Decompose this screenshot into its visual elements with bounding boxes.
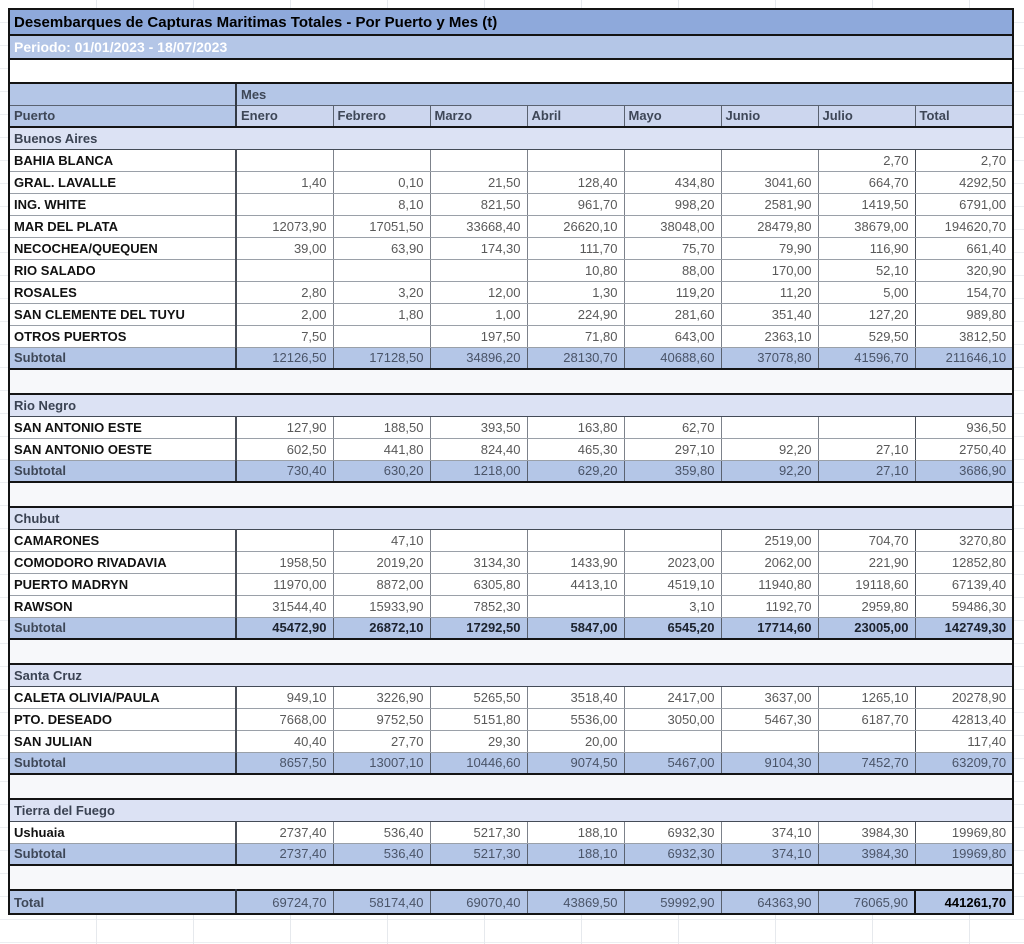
subtotal-value-cell[interactable]: 1218,00 xyxy=(430,460,527,482)
month-header[interactable]: Febrero xyxy=(333,105,430,127)
subtotal-value-cell[interactable]: 211646,10 xyxy=(915,347,1012,369)
month-header[interactable]: Junio xyxy=(721,105,818,127)
grand-total-cell[interactable]: 441261,70 xyxy=(915,890,1012,913)
subtotal-value-cell[interactable]: 9074,50 xyxy=(527,752,624,774)
value-cell[interactable]: 3637,00 xyxy=(721,686,818,708)
gap-row xyxy=(10,639,1012,664)
value-cell[interactable]: 11,20 xyxy=(721,281,818,303)
value-cell[interactable]: 79,90 xyxy=(721,237,818,259)
gap-row xyxy=(10,774,1012,799)
value-cell[interactable]: 602,50 xyxy=(236,438,333,460)
value-cell[interactable]: 297,10 xyxy=(624,438,721,460)
value-cell[interactable]: 29,30 xyxy=(430,730,527,752)
spacer-row[interactable] xyxy=(10,59,1012,83)
value-cell[interactable]: 15933,90 xyxy=(333,595,430,617)
gap-row xyxy=(10,865,1012,890)
month-header[interactable]: Abril xyxy=(527,105,624,127)
value-cell[interactable]: 1,40 xyxy=(236,171,333,193)
month-header[interactable]: Julio xyxy=(818,105,915,127)
value-cell[interactable]: 643,00 xyxy=(624,325,721,347)
gap-cell[interactable] xyxy=(10,369,1012,394)
subtotal-value-cell[interactable]: 17714,60 xyxy=(721,617,818,639)
port-name-cell[interactable]: RAWSON xyxy=(10,595,236,617)
table-row xyxy=(10,573,1012,595)
table-row xyxy=(10,215,1012,237)
value-cell[interactable]: 127,90 xyxy=(236,416,333,438)
value-cell[interactable]: 5467,30 xyxy=(721,708,818,730)
section-row xyxy=(10,394,1012,416)
value-cell[interactable]: 127,20 xyxy=(818,303,915,325)
month-header[interactable]: Enero xyxy=(236,105,333,127)
value-cell[interactable]: 47,10 xyxy=(333,529,430,551)
value-cell[interactable]: 3134,30 xyxy=(430,551,527,573)
table-row xyxy=(10,730,1012,752)
value-cell[interactable] xyxy=(236,259,333,281)
value-cell[interactable]: 1,80 xyxy=(333,303,430,325)
total-value-cell[interactable]: 43869,50 xyxy=(527,890,624,913)
subtotal-value-cell[interactable]: 92,20 xyxy=(721,460,818,482)
value-cell[interactable]: 1419,50 xyxy=(818,193,915,215)
report-table xyxy=(10,10,1012,913)
value-cell[interactable]: 7668,00 xyxy=(236,708,333,730)
table-row xyxy=(10,259,1012,281)
value-cell[interactable]: 188,10 xyxy=(527,821,624,843)
subtotal-row xyxy=(10,752,1012,774)
value-cell[interactable]: 8872,00 xyxy=(333,573,430,595)
value-cell[interactable]: 10,80 xyxy=(527,259,624,281)
month-header[interactable]: Mayo xyxy=(624,105,721,127)
value-cell[interactable]: 1,00 xyxy=(430,303,527,325)
subtotal-value-cell[interactable]: 3686,90 xyxy=(915,460,1012,482)
value-cell[interactable]: 664,70 xyxy=(818,171,915,193)
value-cell[interactable]: 3,20 xyxy=(333,281,430,303)
port-name-cell[interactable]: SAN JULIAN xyxy=(10,730,236,752)
value-cell[interactable]: 5217,30 xyxy=(430,821,527,843)
report-title[interactable]: Desembarques de Capturas Maritimas Totales - Por Puerto y Mes (t) xyxy=(10,10,1012,35)
value-cell[interactable] xyxy=(527,595,624,617)
value-cell[interactable]: 20278,90 xyxy=(915,686,1012,708)
subtotal-value-cell[interactable]: 19969,80 xyxy=(915,843,1012,865)
subtotal-value-cell[interactable]: 7452,70 xyxy=(818,752,915,774)
subtotal-label-cell[interactable]: Subtotal xyxy=(10,347,236,369)
table-row xyxy=(10,303,1012,325)
subtotal-value-cell[interactable]: 730,40 xyxy=(236,460,333,482)
section-header[interactable]: Tierra del Fuego xyxy=(10,799,1012,821)
value-cell[interactable]: 17051,50 xyxy=(333,215,430,237)
grand-total-row xyxy=(10,890,1012,913)
report-period[interactable]: Periodo: 01/01/2023 - 18/07/2023 xyxy=(10,35,1012,59)
value-cell[interactable]: 2,00 xyxy=(236,303,333,325)
subtotal-row xyxy=(10,843,1012,865)
value-cell[interactable]: 2363,10 xyxy=(721,325,818,347)
value-cell[interactable]: 2737,40 xyxy=(236,821,333,843)
subtotal-value-cell[interactable]: 9104,30 xyxy=(721,752,818,774)
value-cell[interactable]: 2750,40 xyxy=(915,438,1012,460)
total-column-header[interactable]: Total xyxy=(915,105,1012,127)
value-cell[interactable]: 111,70 xyxy=(527,237,624,259)
value-cell[interactable] xyxy=(624,149,721,171)
value-cell[interactable] xyxy=(721,416,818,438)
value-cell[interactable]: 3984,30 xyxy=(818,821,915,843)
subtotal-value-cell[interactable]: 374,10 xyxy=(721,843,818,865)
value-cell[interactable]: 174,30 xyxy=(430,237,527,259)
subtotal-value-cell[interactable]: 17292,50 xyxy=(430,617,527,639)
value-cell[interactable]: 374,10 xyxy=(721,821,818,843)
value-cell[interactable]: 2062,00 xyxy=(721,551,818,573)
value-cell[interactable]: 3050,00 xyxy=(624,708,721,730)
value-cell[interactable] xyxy=(818,416,915,438)
value-cell[interactable]: 3041,60 xyxy=(721,171,818,193)
table-row xyxy=(10,171,1012,193)
subtotal-value-cell[interactable]: 2737,40 xyxy=(236,843,333,865)
month-header[interactable]: Marzo xyxy=(430,105,527,127)
port-name-cell[interactable]: PUERTO MADRYN xyxy=(10,573,236,595)
port-name-cell[interactable]: CAMARONES xyxy=(10,529,236,551)
value-cell[interactable]: 7,50 xyxy=(236,325,333,347)
mes-corner-cell[interactable] xyxy=(10,83,236,105)
value-cell[interactable]: 88,00 xyxy=(624,259,721,281)
value-cell[interactable]: 3812,50 xyxy=(915,325,1012,347)
value-cell[interactable] xyxy=(430,529,527,551)
value-cell[interactable]: 393,50 xyxy=(430,416,527,438)
port-name-cell[interactable]: SAN ANTONIO OESTE xyxy=(10,438,236,460)
value-cell[interactable]: 6932,30 xyxy=(624,821,721,843)
value-cell[interactable]: 26620,10 xyxy=(527,215,624,237)
subtotal-value-cell[interactable]: 13007,10 xyxy=(333,752,430,774)
subtotal-value-cell[interactable]: 26872,10 xyxy=(333,617,430,639)
section-header[interactable]: Santa Cruz xyxy=(10,664,1012,686)
value-cell[interactable]: 434,80 xyxy=(624,171,721,193)
subtotal-value-cell[interactable]: 27,10 xyxy=(818,460,915,482)
value-cell[interactable]: 92,20 xyxy=(721,438,818,460)
value-cell[interactable] xyxy=(236,529,333,551)
value-cell[interactable]: 6187,70 xyxy=(818,708,915,730)
value-cell[interactable]: 6305,80 xyxy=(430,573,527,595)
value-cell[interactable]: 0,10 xyxy=(333,171,430,193)
value-cell[interactable]: 39,00 xyxy=(236,237,333,259)
value-cell[interactable]: 154,70 xyxy=(915,281,1012,303)
gap-cell[interactable] xyxy=(10,774,1012,799)
value-cell[interactable]: 7852,30 xyxy=(430,595,527,617)
subtotal-value-cell[interactable]: 3984,30 xyxy=(818,843,915,865)
subtotal-row xyxy=(10,347,1012,369)
subtotal-value-cell[interactable]: 5467,00 xyxy=(624,752,721,774)
value-cell[interactable]: 5536,00 xyxy=(527,708,624,730)
value-cell[interactable]: 11970,00 xyxy=(236,573,333,595)
value-cell[interactable]: 936,50 xyxy=(915,416,1012,438)
value-cell[interactable]: 1192,70 xyxy=(721,595,818,617)
table-body xyxy=(10,10,1012,913)
value-cell[interactable]: 28479,80 xyxy=(721,215,818,237)
value-cell[interactable]: 38679,00 xyxy=(818,215,915,237)
value-cell[interactable]: 119,20 xyxy=(624,281,721,303)
value-cell[interactable]: 3518,40 xyxy=(527,686,624,708)
total-value-cell[interactable]: 69724,70 xyxy=(236,890,333,913)
value-cell[interactable]: 194620,70 xyxy=(915,215,1012,237)
table-row xyxy=(10,529,1012,551)
value-cell[interactable]: 3226,90 xyxy=(333,686,430,708)
table-row xyxy=(10,149,1012,171)
subtotal-label-cell[interactable]: Subtotal xyxy=(10,460,236,482)
section-row xyxy=(10,507,1012,529)
subtotal-value-cell[interactable]: 34896,20 xyxy=(430,347,527,369)
value-cell[interactable]: 12073,90 xyxy=(236,215,333,237)
subtotal-value-cell[interactable]: 188,10 xyxy=(527,843,624,865)
value-cell[interactable]: 19969,80 xyxy=(915,821,1012,843)
subtotal-value-cell[interactable]: 10446,60 xyxy=(430,752,527,774)
value-cell[interactable]: 5,00 xyxy=(818,281,915,303)
port-name-cell[interactable]: COMODORO RIVADAVIA xyxy=(10,551,236,573)
value-cell[interactable]: 2,70 xyxy=(915,149,1012,171)
value-cell[interactable]: 31544,40 xyxy=(236,595,333,617)
port-name-cell[interactable]: BAHIA BLANCA xyxy=(10,149,236,171)
table-row xyxy=(10,193,1012,215)
value-cell[interactable]: 5151,80 xyxy=(430,708,527,730)
section-row xyxy=(10,799,1012,821)
value-cell[interactable]: 197,50 xyxy=(430,325,527,347)
port-name-cell[interactable]: SAN CLEMENTE DEL TUYU xyxy=(10,303,236,325)
value-cell[interactable]: 40,40 xyxy=(236,730,333,752)
value-cell[interactable]: 1265,10 xyxy=(818,686,915,708)
table-row xyxy=(10,708,1012,730)
value-cell[interactable]: 116,90 xyxy=(818,237,915,259)
subtotal-value-cell[interactable]: 536,40 xyxy=(333,843,430,865)
table-row xyxy=(10,281,1012,303)
subtotal-value-cell[interactable]: 8657,50 xyxy=(236,752,333,774)
table-row xyxy=(10,438,1012,460)
subtotal-value-cell[interactable]: 41596,70 xyxy=(818,347,915,369)
value-cell[interactable]: 2417,00 xyxy=(624,686,721,708)
section-header[interactable]: Chubut xyxy=(10,507,1012,529)
value-cell[interactable] xyxy=(333,149,430,171)
value-cell[interactable]: 71,80 xyxy=(527,325,624,347)
value-cell[interactable]: 224,90 xyxy=(527,303,624,325)
subtotal-value-cell[interactable]: 40688,60 xyxy=(624,347,721,369)
subtotal-label-cell[interactable]: Subtotal xyxy=(10,843,236,865)
value-cell[interactable]: 59486,30 xyxy=(915,595,1012,617)
value-cell[interactable]: 5265,50 xyxy=(430,686,527,708)
gap-cell[interactable] xyxy=(10,865,1012,890)
subtotal-value-cell[interactable]: 17128,50 xyxy=(333,347,430,369)
subtotal-value-cell[interactable]: 28130,70 xyxy=(527,347,624,369)
port-name-cell[interactable]: NECOCHEA/QUEQUEN xyxy=(10,237,236,259)
subtotal-value-cell[interactable]: 6545,20 xyxy=(624,617,721,639)
subtotal-row xyxy=(10,617,1012,639)
port-name-cell[interactable]: CALETA OLIVIA/PAULA xyxy=(10,686,236,708)
port-name-cell[interactable]: MAR DEL PLATA xyxy=(10,215,236,237)
value-cell[interactable]: 989,80 xyxy=(915,303,1012,325)
value-cell[interactable]: 529,50 xyxy=(818,325,915,347)
value-cell[interactable] xyxy=(624,529,721,551)
value-cell[interactable] xyxy=(818,730,915,752)
port-name-cell[interactable]: OTROS PUERTOS xyxy=(10,325,236,347)
section-row xyxy=(10,127,1012,149)
section-header[interactable]: Buenos Aires xyxy=(10,127,1012,149)
value-cell[interactable]: 1433,90 xyxy=(527,551,624,573)
value-cell[interactable] xyxy=(430,149,527,171)
gap-row xyxy=(10,482,1012,507)
subtotal-value-cell[interactable]: 142749,30 xyxy=(915,617,1012,639)
value-cell[interactable]: 2519,00 xyxy=(721,529,818,551)
subtotal-value-cell[interactable]: 63209,70 xyxy=(915,752,1012,774)
table-row xyxy=(10,237,1012,259)
value-cell[interactable]: 3270,80 xyxy=(915,529,1012,551)
mes-header[interactable]: Mes xyxy=(236,83,1012,105)
value-cell[interactable]: 661,40 xyxy=(915,237,1012,259)
value-cell[interactable]: 128,40 xyxy=(527,171,624,193)
value-cell[interactable] xyxy=(236,149,333,171)
value-cell[interactable]: 2959,80 xyxy=(818,595,915,617)
value-cell[interactable]: 2019,20 xyxy=(333,551,430,573)
value-cell[interactable]: 21,50 xyxy=(430,171,527,193)
value-cell[interactable]: 998,20 xyxy=(624,193,721,215)
column-header-row xyxy=(10,105,1012,127)
value-cell[interactable]: 4413,10 xyxy=(527,573,624,595)
value-cell[interactable]: 117,40 xyxy=(915,730,1012,752)
puerto-header[interactable]: Puerto xyxy=(10,105,236,127)
value-cell[interactable] xyxy=(527,149,624,171)
value-cell[interactable]: 2,80 xyxy=(236,281,333,303)
value-cell[interactable]: 9752,50 xyxy=(333,708,430,730)
value-cell[interactable]: 281,60 xyxy=(624,303,721,325)
gap-cell[interactable] xyxy=(10,639,1012,664)
total-value-cell[interactable]: 64363,90 xyxy=(721,890,818,913)
value-cell[interactable]: 188,50 xyxy=(333,416,430,438)
value-cell[interactable] xyxy=(333,325,430,347)
value-cell[interactable]: 27,70 xyxy=(333,730,430,752)
table-row xyxy=(10,821,1012,843)
value-cell[interactable]: 536,40 xyxy=(333,821,430,843)
port-name-cell[interactable]: ING. WHITE xyxy=(10,193,236,215)
value-cell[interactable] xyxy=(333,259,430,281)
table-row xyxy=(10,595,1012,617)
subtotal-value-cell[interactable]: 45472,90 xyxy=(236,617,333,639)
value-cell[interactable]: 12,00 xyxy=(430,281,527,303)
subtotal-value-cell[interactable]: 37078,80 xyxy=(721,347,818,369)
value-cell[interactable]: 821,50 xyxy=(430,193,527,215)
subtotal-value-cell[interactable]: 629,20 xyxy=(527,460,624,482)
value-cell[interactable]: 4519,10 xyxy=(624,573,721,595)
value-cell[interactable]: 1,30 xyxy=(527,281,624,303)
total-value-cell[interactable]: 58174,40 xyxy=(333,890,430,913)
gap-row xyxy=(10,369,1012,394)
value-cell[interactable]: 961,70 xyxy=(527,193,624,215)
value-cell[interactable]: 75,70 xyxy=(624,237,721,259)
total-value-cell[interactable]: 76065,90 xyxy=(818,890,915,913)
value-cell[interactable]: 20,00 xyxy=(527,730,624,752)
value-cell[interactable]: 11940,80 xyxy=(721,573,818,595)
value-cell[interactable]: 42813,40 xyxy=(915,708,1012,730)
report-sheet xyxy=(8,8,1014,915)
value-cell[interactable]: 465,30 xyxy=(527,438,624,460)
value-cell[interactable]: 3,10 xyxy=(624,595,721,617)
port-name-cell[interactable]: Ushuaia xyxy=(10,821,236,843)
value-cell[interactable]: 19118,60 xyxy=(818,573,915,595)
value-cell[interactable]: 170,00 xyxy=(721,259,818,281)
value-cell[interactable]: 12852,80 xyxy=(915,551,1012,573)
value-cell[interactable]: 949,10 xyxy=(236,686,333,708)
subtotal-value-cell[interactable]: 359,80 xyxy=(624,460,721,482)
subtotal-value-cell[interactable]: 12126,50 xyxy=(236,347,333,369)
value-cell[interactable] xyxy=(721,730,818,752)
value-cell[interactable]: 441,80 xyxy=(333,438,430,460)
value-cell[interactable]: 8,10 xyxy=(333,193,430,215)
value-cell[interactable]: 67139,40 xyxy=(915,573,1012,595)
subtotal-label-cell[interactable]: Subtotal xyxy=(10,752,236,774)
value-cell[interactable]: 704,70 xyxy=(818,529,915,551)
value-cell[interactable]: 27,10 xyxy=(818,438,915,460)
value-cell[interactable]: 38048,00 xyxy=(624,215,721,237)
port-name-cell[interactable]: SAN ANTONIO ESTE xyxy=(10,416,236,438)
value-cell[interactable]: 52,10 xyxy=(818,259,915,281)
value-cell[interactable]: 2023,00 xyxy=(624,551,721,573)
value-cell[interactable]: 221,90 xyxy=(818,551,915,573)
value-cell[interactable]: 824,40 xyxy=(430,438,527,460)
value-cell[interactable]: 2,70 xyxy=(818,149,915,171)
value-cell[interactable] xyxy=(430,259,527,281)
value-cell[interactable]: 4292,50 xyxy=(915,171,1012,193)
subtotal-value-cell[interactable]: 630,20 xyxy=(333,460,430,482)
table-row xyxy=(10,551,1012,573)
value-cell[interactable] xyxy=(527,529,624,551)
table-row xyxy=(10,325,1012,347)
port-name-cell[interactable]: GRAL. LAVALLE xyxy=(10,171,236,193)
subtotal-value-cell[interactable]: 6932,30 xyxy=(624,843,721,865)
section-header[interactable]: Rio Negro xyxy=(10,394,1012,416)
subtotal-label-cell[interactable]: Subtotal xyxy=(10,617,236,639)
value-cell[interactable]: 351,40 xyxy=(721,303,818,325)
value-cell[interactable]: 163,80 xyxy=(527,416,624,438)
value-cell[interactable] xyxy=(236,193,333,215)
gap-cell[interactable] xyxy=(10,482,1012,507)
total-value-cell[interactable]: 69070,40 xyxy=(430,890,527,913)
port-name-cell[interactable]: PTO. DESEADO xyxy=(10,708,236,730)
subtotal-value-cell[interactable]: 5847,00 xyxy=(527,617,624,639)
table-row xyxy=(10,686,1012,708)
subtotal-value-cell[interactable]: 23005,00 xyxy=(818,617,915,639)
value-cell[interactable] xyxy=(721,149,818,171)
value-cell[interactable]: 6791,00 xyxy=(915,193,1012,215)
value-cell[interactable]: 1958,50 xyxy=(236,551,333,573)
value-cell[interactable]: 2581,90 xyxy=(721,193,818,215)
value-cell[interactable] xyxy=(624,730,721,752)
subtotal-row xyxy=(10,460,1012,482)
port-name-cell[interactable]: ROSALES xyxy=(10,281,236,303)
port-name-cell[interactable]: RIO SALADO xyxy=(10,259,236,281)
value-cell[interactable]: 33668,40 xyxy=(430,215,527,237)
total-label-cell[interactable]: Total xyxy=(10,890,236,913)
value-cell[interactable]: 62,70 xyxy=(624,416,721,438)
value-cell[interactable]: 63,90 xyxy=(333,237,430,259)
total-value-cell[interactable]: 59992,90 xyxy=(624,890,721,913)
section-row xyxy=(10,664,1012,686)
value-cell[interactable]: 320,90 xyxy=(915,259,1012,281)
subtotal-value-cell[interactable]: 5217,30 xyxy=(430,843,527,865)
table-row xyxy=(10,416,1012,438)
